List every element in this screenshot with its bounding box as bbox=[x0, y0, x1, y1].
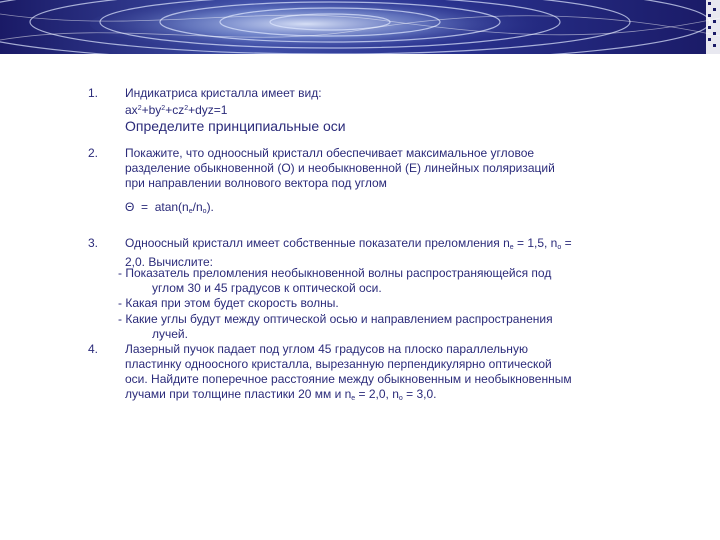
task-3-bullet-1: - Показатель преломления необыкновенной волны распространяющейся под углом 30 и 45 градусов к оптической оси. bbox=[118, 266, 552, 295]
task-1-number: 1. bbox=[88, 86, 99, 100]
task-4-body bbox=[125, 342, 645, 406]
task-2-line-3: при направлении волнового вектора под углом bbox=[125, 176, 387, 190]
task-2-formula: $\Theta = atan(n_e/n_o)$. bbox=[125, 200, 214, 215]
task-1-body bbox=[125, 86, 645, 135]
task-3-bullet-3: - Какие углы будут между оптической осью и направлением распространения лучей. bbox=[118, 312, 553, 341]
task-3-line-2: 2,0. Вычислите: bbox=[125, 255, 214, 269]
task-1-line-3: Определите принципиальные оси bbox=[125, 118, 346, 134]
task-3-body bbox=[125, 236, 645, 270]
task-2-line-2: разделение обыкновенной (О) и необыкновенной (Е) линейных поляризаций bbox=[125, 161, 555, 175]
task-3-number: 3. bbox=[88, 236, 99, 250]
task-1-formula: $ax^2+by^2+cz^2+dyz=1$ bbox=[125, 103, 228, 117]
task-1-line-1: Индикатриса кристалла имеет вид: bbox=[125, 86, 322, 100]
task-4-line-4: лучами при толщине пластики 20 мм и $n_e = 2,0$, $n_o = 3,0$. bbox=[125, 387, 437, 402]
task-2-number: 2. bbox=[88, 146, 99, 160]
task-2-line-1: Покажите, что одноосный кристалл обеспечивает максимальное угловое bbox=[125, 146, 535, 160]
task-2-body bbox=[125, 146, 645, 191]
task-3-line-1: Одноосный кристалл имеет собственные показатели преломления $n_e = 1,5$, $n_o$ = bbox=[125, 236, 572, 251]
task-3-bullet-2: - Какая при этом будет скорость волны. bbox=[118, 296, 339, 310]
task-4-number: 4. bbox=[88, 342, 99, 356]
task-4-line-1: Лазерный пучок падает под углом 45 градусов на плоско параллельную bbox=[125, 342, 528, 356]
task-4-line-3: оси. Найдите поперечное расстояние между обыкновенным и необыкновенным bbox=[125, 372, 572, 386]
task-4-line-2: пластинку одноосного кристалла, вырезанную перпендикулярно оптической bbox=[125, 357, 552, 371]
